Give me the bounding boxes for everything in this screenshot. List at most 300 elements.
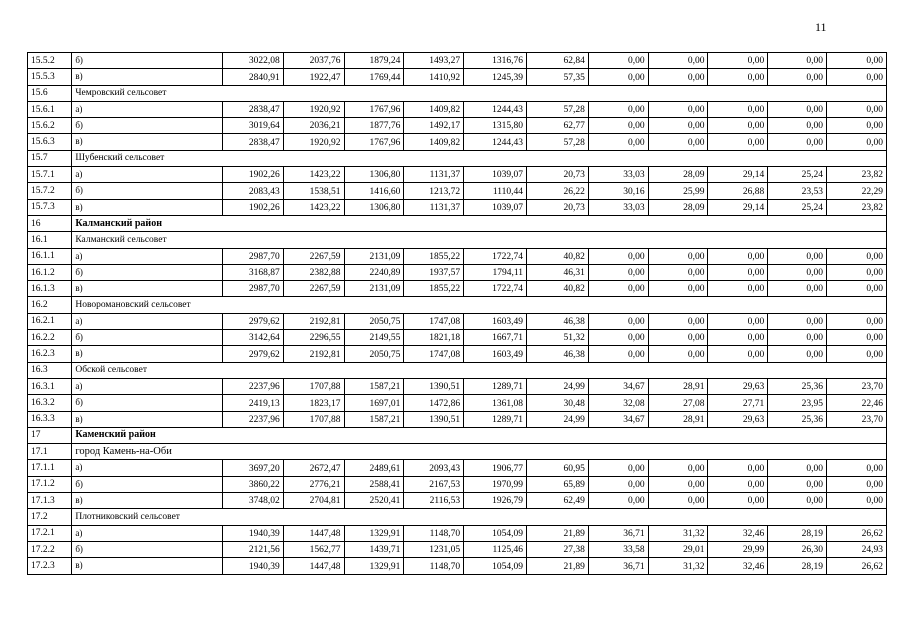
locality-header-row bbox=[28, 297, 887, 313]
value-cell: 1316,76 bbox=[464, 53, 527, 69]
value-cell: 2083,43 bbox=[222, 183, 283, 199]
value-cell: 25,36 bbox=[768, 378, 827, 394]
value-cell: 2131,09 bbox=[344, 281, 404, 297]
value-cell: 1794,11 bbox=[464, 264, 527, 280]
row-code: 15.7.3 bbox=[28, 199, 72, 215]
value-cell: 0,00 bbox=[768, 53, 827, 69]
value-cell: 23,53 bbox=[768, 183, 827, 199]
row-variant: а) bbox=[72, 525, 223, 541]
value-cell: 0,00 bbox=[588, 134, 648, 150]
table-row bbox=[28, 118, 887, 134]
value-cell: 23,82 bbox=[827, 199, 887, 215]
value-cell: 25,99 bbox=[648, 183, 708, 199]
value-cell: 1603,49 bbox=[464, 346, 527, 362]
value-cell: 1823,17 bbox=[283, 395, 344, 411]
value-cell: 2237,96 bbox=[222, 378, 283, 394]
value-cell: 2267,59 bbox=[283, 281, 344, 297]
row-code: 15.5.2 bbox=[28, 53, 72, 69]
value-cell: 26,88 bbox=[708, 183, 768, 199]
value-cell: 1855,22 bbox=[404, 248, 464, 264]
value-cell: 0,00 bbox=[648, 264, 708, 280]
row-code: 17.2.2 bbox=[28, 541, 72, 557]
value-cell: 27,08 bbox=[648, 395, 708, 411]
value-cell: 0,00 bbox=[648, 476, 708, 492]
value-cell: 29,01 bbox=[648, 541, 708, 557]
value-cell: 1472,86 bbox=[404, 395, 464, 411]
row-variant: а) bbox=[72, 167, 223, 183]
tariff-table bbox=[27, 52, 887, 575]
row-code: 16.1.3 bbox=[28, 281, 72, 297]
value-cell: 0,00 bbox=[588, 476, 648, 492]
value-cell: 1410,92 bbox=[404, 69, 464, 85]
row-variant: в) bbox=[72, 281, 223, 297]
value-cell: 1767,96 bbox=[344, 134, 404, 150]
table-row bbox=[28, 248, 887, 264]
value-cell: 29,14 bbox=[708, 199, 768, 215]
value-cell: 0,00 bbox=[588, 346, 648, 362]
value-cell: 1039,07 bbox=[464, 167, 527, 183]
value-cell: 1131,37 bbox=[404, 167, 464, 183]
value-cell: 30,16 bbox=[588, 183, 648, 199]
row-variant: в) bbox=[72, 411, 223, 427]
value-cell: 0,00 bbox=[588, 248, 648, 264]
value-cell: 2979,62 bbox=[222, 346, 283, 362]
locality-title: Калманский сельсовет bbox=[72, 232, 887, 248]
table-row bbox=[28, 541, 887, 557]
value-cell: 24,99 bbox=[527, 378, 589, 394]
value-cell: 1289,71 bbox=[464, 411, 527, 427]
table-row bbox=[28, 53, 887, 69]
value-cell: 51,32 bbox=[527, 330, 589, 346]
value-cell: 0,00 bbox=[588, 493, 648, 509]
table-row bbox=[28, 346, 887, 362]
row-variant: в) bbox=[72, 346, 223, 362]
value-cell: 29,14 bbox=[708, 167, 768, 183]
row-variant: а) bbox=[72, 313, 223, 329]
value-cell: 1697,01 bbox=[344, 395, 404, 411]
value-cell: 3168,87 bbox=[222, 264, 283, 280]
value-cell: 0,00 bbox=[708, 248, 768, 264]
row-code: 17.1.3 bbox=[28, 493, 72, 509]
value-cell: 0,00 bbox=[588, 264, 648, 280]
value-cell: 0,00 bbox=[648, 281, 708, 297]
row-code: 17 bbox=[28, 427, 72, 443]
table-row bbox=[28, 493, 887, 509]
value-cell: 1244,43 bbox=[464, 134, 527, 150]
district-title: Каменский район bbox=[72, 427, 887, 443]
value-cell: 0,00 bbox=[648, 313, 708, 329]
value-cell: 3019,64 bbox=[222, 118, 283, 134]
value-cell: 1493,27 bbox=[404, 53, 464, 69]
row-code: 17.2 bbox=[28, 509, 72, 525]
value-cell: 1970,99 bbox=[464, 476, 527, 492]
value-cell: 26,22 bbox=[527, 183, 589, 199]
value-cell: 33,03 bbox=[588, 167, 648, 183]
value-cell: 1855,22 bbox=[404, 281, 464, 297]
value-cell: 0,00 bbox=[827, 101, 887, 117]
value-cell: 0,00 bbox=[768, 281, 827, 297]
value-cell: 24,99 bbox=[527, 411, 589, 427]
value-cell: 0,00 bbox=[648, 493, 708, 509]
value-cell: 1231,05 bbox=[404, 541, 464, 557]
value-cell: 0,00 bbox=[708, 101, 768, 117]
value-cell: 2131,09 bbox=[344, 248, 404, 264]
locality-title: Новоромановский сельсовет bbox=[72, 297, 887, 313]
locality-header-row bbox=[28, 509, 887, 525]
value-cell: 1306,80 bbox=[344, 167, 404, 183]
row-code: 15.6.1 bbox=[28, 101, 72, 117]
value-cell: 0,00 bbox=[827, 330, 887, 346]
value-cell: 0,00 bbox=[648, 460, 708, 476]
value-cell: 24,93 bbox=[827, 541, 887, 557]
row-code: 15.6.2 bbox=[28, 118, 72, 134]
value-cell: 31,32 bbox=[648, 558, 708, 574]
value-cell: 2050,75 bbox=[344, 313, 404, 329]
locality-title: Обской сельсовет bbox=[72, 362, 887, 378]
row-code: 16.2 bbox=[28, 297, 72, 313]
value-cell: 0,00 bbox=[588, 281, 648, 297]
value-cell: 46,38 bbox=[527, 313, 589, 329]
value-cell: 0,00 bbox=[827, 248, 887, 264]
value-cell: 1902,26 bbox=[222, 167, 283, 183]
table-row bbox=[28, 264, 887, 280]
row-variant: в) bbox=[72, 199, 223, 215]
value-cell: 32,46 bbox=[708, 558, 768, 574]
row-code: 15.6.3 bbox=[28, 134, 72, 150]
value-cell: 1902,26 bbox=[222, 199, 283, 215]
value-cell: 0,00 bbox=[708, 346, 768, 362]
value-cell: 1492,17 bbox=[404, 118, 464, 134]
row-code: 17.1.2 bbox=[28, 476, 72, 492]
value-cell: 1439,71 bbox=[344, 541, 404, 557]
value-cell: 32,46 bbox=[708, 525, 768, 541]
value-cell: 0,00 bbox=[768, 248, 827, 264]
value-cell: 2987,70 bbox=[222, 248, 283, 264]
value-cell: 2979,62 bbox=[222, 313, 283, 329]
value-cell: 0,00 bbox=[827, 69, 887, 85]
value-cell: 46,38 bbox=[527, 346, 589, 362]
value-cell: 2588,41 bbox=[344, 476, 404, 492]
value-cell: 25,24 bbox=[768, 167, 827, 183]
row-variant: а) bbox=[72, 248, 223, 264]
value-cell: 0,00 bbox=[827, 53, 887, 69]
value-cell: 0,00 bbox=[708, 493, 768, 509]
value-cell: 21,89 bbox=[527, 558, 589, 574]
value-cell: 2050,75 bbox=[344, 346, 404, 362]
row-code: 16.2.1 bbox=[28, 313, 72, 329]
value-cell: 23,95 bbox=[768, 395, 827, 411]
value-cell: 1707,88 bbox=[283, 411, 344, 427]
value-cell: 29,99 bbox=[708, 541, 768, 557]
value-cell: 28,19 bbox=[768, 558, 827, 574]
row-code: 16.1.1 bbox=[28, 248, 72, 264]
value-cell: 0,00 bbox=[768, 493, 827, 509]
value-cell: 1879,24 bbox=[344, 53, 404, 69]
value-cell: 1747,08 bbox=[404, 346, 464, 362]
value-cell: 1940,39 bbox=[222, 558, 283, 574]
value-cell: 40,82 bbox=[527, 281, 589, 297]
value-cell: 0,00 bbox=[827, 118, 887, 134]
locality-header-row bbox=[28, 444, 887, 460]
value-cell: 1245,39 bbox=[464, 69, 527, 85]
value-cell: 2192,81 bbox=[283, 346, 344, 362]
table-row bbox=[28, 313, 887, 329]
table-row bbox=[28, 460, 887, 476]
value-cell: 1039,07 bbox=[464, 199, 527, 215]
value-cell: 0,00 bbox=[768, 134, 827, 150]
value-cell: 0,00 bbox=[827, 346, 887, 362]
value-cell: 3860,22 bbox=[222, 476, 283, 492]
value-cell: 0,00 bbox=[588, 69, 648, 85]
row-code: 16.2.2 bbox=[28, 330, 72, 346]
value-cell: 27,38 bbox=[527, 541, 589, 557]
table-row bbox=[28, 101, 887, 117]
table-row bbox=[28, 378, 887, 394]
value-cell: 1110,44 bbox=[464, 183, 527, 199]
value-cell: 29,63 bbox=[708, 378, 768, 394]
locality-title: город Камень-на-Оби bbox=[72, 444, 887, 460]
row-code: 16 bbox=[28, 215, 72, 231]
row-code: 17.1.1 bbox=[28, 460, 72, 476]
value-cell: 1667,71 bbox=[464, 330, 527, 346]
locality-title: Чемровский сельсовет bbox=[72, 85, 887, 101]
value-cell: 2776,21 bbox=[283, 476, 344, 492]
value-cell: 1213,72 bbox=[404, 183, 464, 199]
value-cell: 1940,39 bbox=[222, 525, 283, 541]
value-cell: 0,00 bbox=[768, 346, 827, 362]
value-cell: 0,00 bbox=[648, 53, 708, 69]
value-cell: 28,19 bbox=[768, 525, 827, 541]
value-cell: 25,24 bbox=[768, 199, 827, 215]
value-cell: 0,00 bbox=[768, 476, 827, 492]
value-cell: 2840,91 bbox=[222, 69, 283, 85]
row-code: 17.1 bbox=[28, 444, 72, 460]
table-row bbox=[28, 476, 887, 492]
row-variant: б) bbox=[72, 476, 223, 492]
value-cell: 1054,09 bbox=[464, 525, 527, 541]
value-cell: 33,58 bbox=[588, 541, 648, 557]
value-cell: 1447,48 bbox=[283, 558, 344, 574]
value-cell: 1416,60 bbox=[344, 183, 404, 199]
value-cell: 34,67 bbox=[588, 411, 648, 427]
district-header-row bbox=[28, 427, 887, 443]
row-variant: а) bbox=[72, 101, 223, 117]
row-variant: б) bbox=[72, 53, 223, 69]
locality-title: Шубенский сельсовет bbox=[72, 150, 887, 166]
district-header-row bbox=[28, 215, 887, 231]
value-cell: 1423,22 bbox=[283, 167, 344, 183]
value-cell: 20,73 bbox=[527, 199, 589, 215]
table-row bbox=[28, 183, 887, 199]
value-cell: 2037,76 bbox=[283, 53, 344, 69]
value-cell: 26,62 bbox=[827, 525, 887, 541]
value-cell: 2240,89 bbox=[344, 264, 404, 280]
value-cell: 0,00 bbox=[588, 101, 648, 117]
value-cell: 0,00 bbox=[648, 118, 708, 134]
value-cell: 1390,51 bbox=[404, 378, 464, 394]
table-row bbox=[28, 167, 887, 183]
value-cell: 0,00 bbox=[827, 281, 887, 297]
value-cell: 0,00 bbox=[708, 69, 768, 85]
table-row bbox=[28, 199, 887, 215]
value-cell: 2838,47 bbox=[222, 134, 283, 150]
table-row bbox=[28, 281, 887, 297]
row-code: 16.3.2 bbox=[28, 395, 72, 411]
value-cell: 1877,76 bbox=[344, 118, 404, 134]
value-cell: 1707,88 bbox=[283, 378, 344, 394]
value-cell: 29,63 bbox=[708, 411, 768, 427]
value-cell: 2489,61 bbox=[344, 460, 404, 476]
value-cell: 2167,53 bbox=[404, 476, 464, 492]
locality-title: Плотниковский сельсовет bbox=[72, 509, 887, 525]
value-cell: 1769,44 bbox=[344, 69, 404, 85]
value-cell: 1148,70 bbox=[404, 525, 464, 541]
value-cell: 0,00 bbox=[827, 493, 887, 509]
value-cell: 0,00 bbox=[768, 460, 827, 476]
value-cell: 57,28 bbox=[527, 134, 589, 150]
value-cell: 0,00 bbox=[768, 313, 827, 329]
locality-header-row bbox=[28, 85, 887, 101]
table-row bbox=[28, 411, 887, 427]
value-cell: 0,00 bbox=[708, 118, 768, 134]
value-cell: 1587,21 bbox=[344, 378, 404, 394]
value-cell: 23,82 bbox=[827, 167, 887, 183]
value-cell: 2838,47 bbox=[222, 101, 283, 117]
district-title: Калманский район bbox=[72, 215, 887, 231]
value-cell: 23,70 bbox=[827, 411, 887, 427]
value-cell: 1315,80 bbox=[464, 118, 527, 134]
value-cell: 1937,57 bbox=[404, 264, 464, 280]
value-cell: 2520,41 bbox=[344, 493, 404, 509]
locality-header-row bbox=[28, 150, 887, 166]
value-cell: 2704,81 bbox=[283, 493, 344, 509]
value-cell: 0,00 bbox=[708, 264, 768, 280]
value-cell: 2036,21 bbox=[283, 118, 344, 134]
row-variant: в) bbox=[72, 69, 223, 85]
value-cell: 0,00 bbox=[708, 53, 768, 69]
row-code: 15.7.1 bbox=[28, 167, 72, 183]
value-cell: 0,00 bbox=[648, 69, 708, 85]
value-cell: 0,00 bbox=[768, 264, 827, 280]
value-cell: 3697,20 bbox=[222, 460, 283, 476]
value-cell: 62,84 bbox=[527, 53, 589, 69]
value-cell: 40,82 bbox=[527, 248, 589, 264]
table-row bbox=[28, 134, 887, 150]
value-cell: 0,00 bbox=[588, 53, 648, 69]
value-cell: 1423,22 bbox=[283, 199, 344, 215]
value-cell: 25,36 bbox=[768, 411, 827, 427]
row-code: 15.7 bbox=[28, 150, 72, 166]
value-cell: 0,00 bbox=[708, 281, 768, 297]
value-cell: 2419,13 bbox=[222, 395, 283, 411]
value-cell: 0,00 bbox=[768, 118, 827, 134]
value-cell: 28,91 bbox=[648, 411, 708, 427]
row-variant: б) bbox=[72, 330, 223, 346]
row-code: 15.6 bbox=[28, 85, 72, 101]
table-row bbox=[28, 395, 887, 411]
value-cell: 1538,51 bbox=[283, 183, 344, 199]
page-number: 11 bbox=[815, 20, 827, 34]
value-cell: 2987,70 bbox=[222, 281, 283, 297]
value-cell: 36,71 bbox=[588, 525, 648, 541]
value-cell: 57,35 bbox=[527, 69, 589, 85]
row-variant: а) bbox=[72, 378, 223, 394]
value-cell: 2672,47 bbox=[283, 460, 344, 476]
value-cell: 27,71 bbox=[708, 395, 768, 411]
row-variant: в) bbox=[72, 134, 223, 150]
value-cell: 1747,08 bbox=[404, 313, 464, 329]
row-variant: а) bbox=[72, 460, 223, 476]
row-variant: б) bbox=[72, 118, 223, 134]
row-variant: в) bbox=[72, 558, 223, 574]
value-cell: 1821,18 bbox=[404, 330, 464, 346]
value-cell: 0,00 bbox=[708, 476, 768, 492]
value-cell: 3748,02 bbox=[222, 493, 283, 509]
value-cell: 23,70 bbox=[827, 378, 887, 394]
value-cell: 1920,92 bbox=[283, 134, 344, 150]
row-variant: б) bbox=[72, 183, 223, 199]
value-cell: 26,30 bbox=[768, 541, 827, 557]
value-cell: 1289,71 bbox=[464, 378, 527, 394]
value-cell: 1361,08 bbox=[464, 395, 527, 411]
value-cell: 0,00 bbox=[827, 313, 887, 329]
value-cell: 1603,49 bbox=[464, 313, 527, 329]
row-code: 15.7.2 bbox=[28, 183, 72, 199]
table-row bbox=[28, 525, 887, 541]
value-cell: 1148,70 bbox=[404, 558, 464, 574]
value-cell: 1447,48 bbox=[283, 525, 344, 541]
row-variant: б) bbox=[72, 395, 223, 411]
row-variant: б) bbox=[72, 264, 223, 280]
value-cell: 62,77 bbox=[527, 118, 589, 134]
value-cell: 0,00 bbox=[708, 330, 768, 346]
value-cell: 0,00 bbox=[648, 101, 708, 117]
value-cell: 28,09 bbox=[648, 199, 708, 215]
value-cell: 28,09 bbox=[648, 167, 708, 183]
value-cell: 0,00 bbox=[827, 264, 887, 280]
value-cell: 1131,37 bbox=[404, 199, 464, 215]
value-cell: 1329,91 bbox=[344, 558, 404, 574]
value-cell: 1329,91 bbox=[344, 525, 404, 541]
row-code: 16.1 bbox=[28, 232, 72, 248]
value-cell: 1409,82 bbox=[404, 134, 464, 150]
value-cell: 3142,64 bbox=[222, 330, 283, 346]
table-row bbox=[28, 330, 887, 346]
table-row bbox=[28, 558, 887, 574]
row-code: 16.2.3 bbox=[28, 346, 72, 362]
row-code: 16.3 bbox=[28, 362, 72, 378]
value-cell: 1906,77 bbox=[464, 460, 527, 476]
value-cell: 0,00 bbox=[648, 346, 708, 362]
value-cell: 2296,55 bbox=[283, 330, 344, 346]
value-cell: 0,00 bbox=[768, 69, 827, 85]
value-cell: 1390,51 bbox=[404, 411, 464, 427]
value-cell: 32,08 bbox=[588, 395, 648, 411]
value-cell: 2382,88 bbox=[283, 264, 344, 280]
value-cell: 0,00 bbox=[768, 101, 827, 117]
value-cell: 1054,09 bbox=[464, 558, 527, 574]
value-cell: 2192,81 bbox=[283, 313, 344, 329]
value-cell: 28,91 bbox=[648, 378, 708, 394]
value-cell: 0,00 bbox=[768, 330, 827, 346]
value-cell: 34,67 bbox=[588, 378, 648, 394]
value-cell: 36,71 bbox=[588, 558, 648, 574]
value-cell: 0,00 bbox=[827, 134, 887, 150]
value-cell: 2093,43 bbox=[404, 460, 464, 476]
value-cell: 1125,46 bbox=[464, 541, 527, 557]
row-code: 16.3.1 bbox=[28, 378, 72, 394]
value-cell: 22,46 bbox=[827, 395, 887, 411]
